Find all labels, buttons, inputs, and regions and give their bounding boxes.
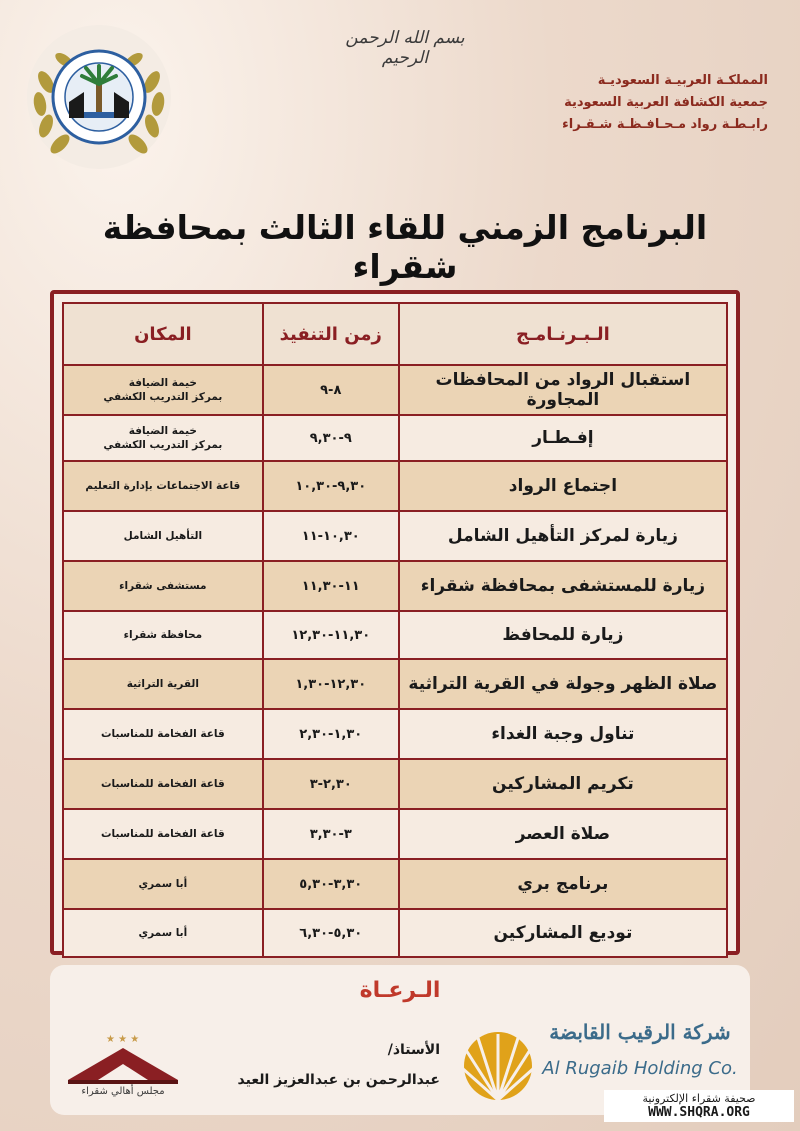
place-cell (63, 561, 263, 611)
program-cell: تناول وجبة الغداء (399, 709, 727, 759)
time-cell: ٩-٩,٣٠ (263, 415, 399, 461)
place-line-1: محافظة شقراء (123, 629, 203, 641)
time-cell: ٥,٣٠-٦,٣٠ (263, 909, 399, 957)
place-cell (63, 365, 263, 415)
table-row (63, 809, 727, 859)
org-line-association: جمعية الكشافة العربية السعودية (564, 95, 768, 110)
program-cell: استقبال الرواد من المحافظات المجاورة (399, 365, 727, 415)
place-line-1: أبا سمري (138, 878, 188, 890)
place-line-1: قاعة الفخامة للمناسبات (100, 728, 225, 740)
time-cell: ٢,٣٠-٣ (263, 759, 399, 809)
time-cell: ١,٣٠-٢,٣٠ (263, 709, 399, 759)
place-cell (63, 709, 263, 759)
place-cell (63, 859, 263, 909)
program-cell: زيارة للمستشفى بمحافظة شقراء (399, 561, 727, 611)
sponsors-title: الـرعـاة (359, 978, 441, 1003)
table-row (63, 709, 727, 759)
rugaib-english-name: Al Rugaib Holding Co. (542, 1058, 738, 1079)
table-row (63, 415, 727, 461)
place-line-1: خيمة الضيافة (128, 425, 197, 437)
place-line-1: قاعة الفخامة للمناسبات (100, 828, 225, 840)
table-row (63, 659, 727, 709)
place-line-1: القرية التراثية (126, 678, 199, 690)
table-row (63, 461, 727, 511)
place-line-1: قاعة الاجتماعات بإدارة التعليم (85, 480, 241, 492)
time-cell: ١١-١١,٣٠ (263, 561, 399, 611)
place-cell (63, 809, 263, 859)
organization-header (562, 70, 768, 136)
place-cell (63, 415, 263, 461)
table-row (63, 561, 727, 611)
scouts-emblem-logo (24, 22, 174, 172)
place-line-1: التأهيل الشامل (123, 530, 203, 542)
watermark-url: WWW.SHQRA.ORG (648, 1105, 750, 1120)
time-cell: ١١,٣٠-١٢,٣٠ (263, 611, 399, 659)
program-cell: زيارة لمركز التأهيل الشامل (399, 511, 727, 561)
schedule-body (63, 365, 727, 957)
sponsor-prefix: الأستاذ/ (387, 1042, 440, 1058)
table-row (63, 859, 727, 909)
rugaib-sun-logo (458, 1022, 538, 1102)
program-cell: صلاة الظهر وجولة في القرية التراثية (399, 659, 727, 709)
watermark-label: صحيفة شقراء الإلكترونية (642, 1092, 756, 1105)
time-cell: ٩,٣٠-١٠,٣٠ (263, 461, 399, 511)
header-place: المكان (63, 303, 263, 365)
place-line-2: بمركز التدريب الكشفي (103, 391, 223, 403)
table-header-row (63, 303, 727, 365)
place-cell (63, 611, 263, 659)
program-cell: صلاة العصر (399, 809, 727, 859)
program-cell: توديع المشاركين (399, 909, 727, 957)
sponsor-person (220, 1035, 440, 1095)
table-row (63, 365, 727, 415)
program-cell: إفـطـار (399, 415, 727, 461)
table-row (63, 759, 727, 809)
time-cell: ١٠,٣٠-١١ (263, 511, 399, 561)
time-cell: ٨-٩ (263, 365, 399, 415)
program-cell: زيارة للمحافظ (399, 611, 727, 659)
schedule-table (62, 302, 728, 958)
place-cell (63, 659, 263, 709)
table-row (63, 611, 727, 659)
program-cell: تكريم المشاركين (399, 759, 727, 809)
place-line-2: بمركز التدريب الكشفي (103, 439, 223, 451)
program-cell: برنامج بري (399, 859, 727, 909)
time-cell: ١٢,٣٠-١,٣٠ (263, 659, 399, 709)
page-title: البرنامج الزمني للقاء الثالث بمحافظة شقراء (102, 208, 708, 286)
program-cell: اجتماع الرواد (399, 461, 727, 511)
time-cell: ٣,٣٠-٥,٣٠ (263, 859, 399, 909)
place-cell (63, 909, 263, 957)
table-row (63, 511, 727, 561)
sponsor-name: عبدالرحمن بن عبدالعزيز العيد (237, 1072, 440, 1088)
place-line-1: أبا سمري (138, 927, 188, 939)
time-cell: ٣-٣,٣٠ (263, 809, 399, 859)
org-line-kingdom: المملكـة العربيـة السعوديـة (597, 73, 768, 88)
header-time: زمن التنفيذ (263, 303, 399, 365)
place-cell (63, 759, 263, 809)
place-cell (63, 461, 263, 511)
place-cell (63, 511, 263, 561)
council-name: مجلس أهالي شقراء (81, 1086, 165, 1097)
header-program: الـبـرنـامـج (399, 303, 727, 365)
svg-text:★ ★ ★: ★ ★ ★ (106, 1034, 140, 1045)
site-watermark (604, 1090, 794, 1122)
basmala-calligraphy: بسم الله الرحمن الرحيم (345, 28, 465, 68)
place-line-1: خيمة الضيافة (128, 377, 197, 389)
rugaib-arabic-name: شركة الرقيب القابضة (549, 1020, 731, 1044)
schedule-table-wrapper (62, 302, 728, 958)
org-line-league: رابـطـة رواد مـحـافـظـة شـقـراء (562, 117, 768, 132)
table-row (63, 909, 727, 957)
place-line-1: مستشفى شقراء (119, 580, 207, 592)
place-line-1: قاعة الفخامة للمناسبات (100, 778, 225, 790)
